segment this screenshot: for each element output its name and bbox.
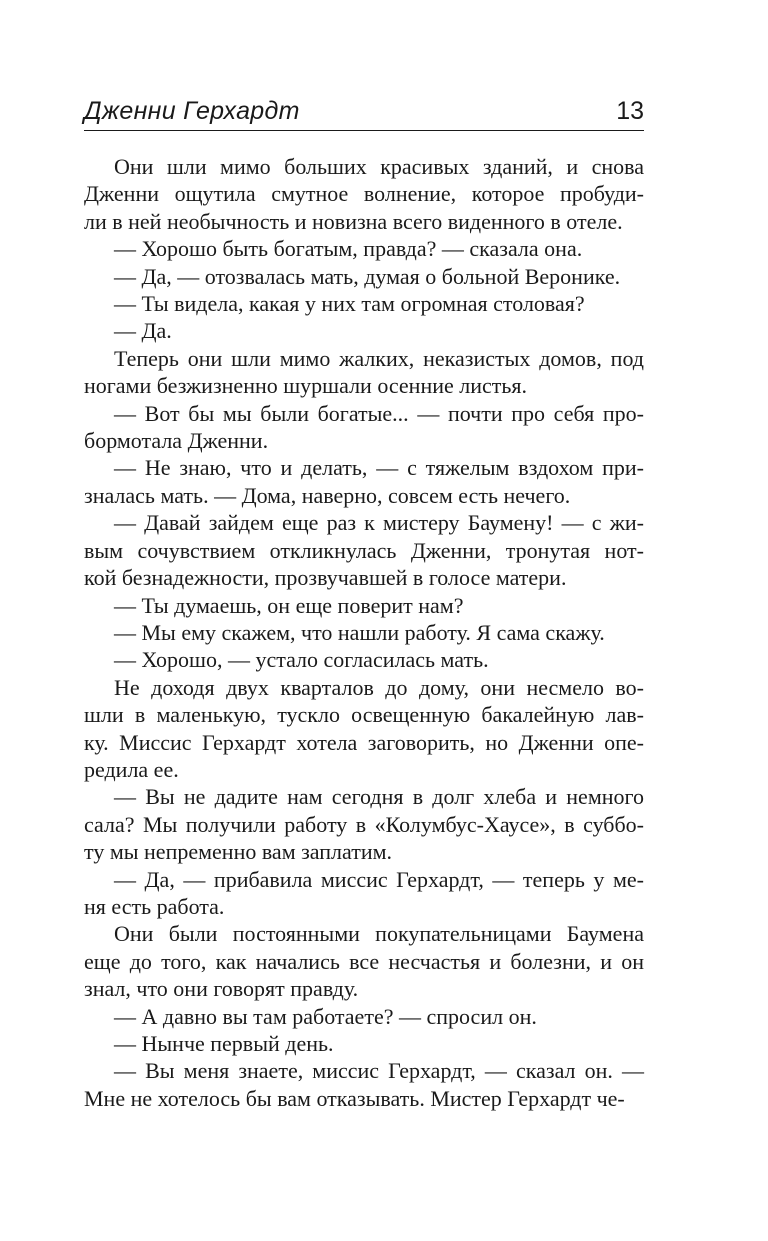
paragraph [84, 345, 644, 400]
paragraph [84, 1030, 644, 1057]
text-line: — Не знаю, что и делать, — с тяжелым вздохом при- [114, 455, 644, 481]
paragraph [84, 674, 644, 784]
text-line: — Хорошо быть богатым, правда? — сказала она. [114, 236, 583, 262]
text-line: Мне не хотелось бы вам отказывать. Мистер Герхардт че- [84, 1085, 625, 1111]
paragraph [84, 400, 644, 455]
paragraph [84, 1003, 644, 1030]
text-line: Они были постоянными покупательницами Баумена [114, 921, 644, 947]
text-line: — Вы не дадите нам сегодня в долг хлеба и немного [114, 784, 644, 810]
paragraph [84, 235, 644, 262]
paragraph [84, 454, 644, 509]
paragraph [84, 920, 644, 1002]
text-line: знал, что они говорят правду. [84, 976, 359, 1002]
text-line: редила ее. [84, 756, 179, 782]
text-line: — Да, — отозвалась мать, думая о больной Веронике. [114, 263, 621, 289]
paragraph [84, 783, 644, 865]
text-line: сала? Мы получили работу в «Колумбус-Хаусе», в суббо- [84, 811, 644, 837]
page-number: 13 [616, 97, 644, 125]
text-line: — Да. [114, 318, 172, 344]
text-line: Не доходя двух кварталов до дому, они несмело во- [114, 674, 644, 700]
text-line: — Ты видела, какая у них там огромная столовая? [114, 291, 585, 317]
text-line: Дженни ощутила смутное волнение, которое пробуди- [84, 181, 644, 207]
paragraph [84, 290, 644, 317]
text-line: бормотала Дженни. [84, 428, 269, 454]
paragraph [84, 592, 644, 619]
text-line: — Хорошо, — устало согласилась мать. [114, 647, 489, 673]
paragraph [84, 509, 644, 591]
text-line: — Давай зайдем еще раз к мистеру Баумену! — с жи- [114, 510, 644, 536]
text-line: — Вот бы мы были богатые... — почти про себя про- [114, 400, 644, 426]
text-line: — Да, — прибавила миссис Герхардт, — теперь у ме- [114, 866, 644, 892]
paragraph [84, 263, 644, 290]
text-line: ня есть работа. [84, 893, 225, 919]
text-line: шли в маленькую, тускло освещенную бакалейную лав- [84, 702, 644, 728]
text-line: кой безнадежности, прозвучавшей в голосе матери. [84, 565, 567, 591]
paragraph [84, 153, 644, 235]
running-header [84, 96, 644, 131]
paragraph [84, 317, 644, 344]
running-title: Дженни Герхардт [84, 97, 300, 125]
text-line: ли в ней необычность и новизна всего виденного в отеле. [84, 208, 623, 234]
text-line: вым сочувствием откликнулась Дженни, тронутая нот- [84, 537, 644, 563]
text-line: зналась мать. — Дома, наверно, совсем есть нечего. [84, 482, 571, 508]
paragraph [84, 1057, 644, 1112]
text-line: еще до того, как начались все несчастья и болезни, и он [84, 948, 644, 974]
body-text [84, 153, 644, 1112]
paragraph [84, 619, 644, 646]
paragraph [84, 646, 644, 673]
text-line: — Ты думаешь, он еще поверит нам? [114, 592, 464, 618]
text-line: ногами безжизненно шуршали осенние листья. [84, 373, 528, 399]
text-line: Они шли мимо больших красивых зданий, и снова [114, 154, 644, 179]
text-line: ту мы непременно вам заплатим. [84, 839, 393, 865]
text-line: — Мы ему скажем, что нашли работу. Я сама скажу. [114, 619, 605, 645]
text-line: — Вы меня знаете, миссис Герхардт, — сказал он. — [114, 1058, 644, 1084]
text-line: ку. Миссис Герхардт хотела заговорить, но Дженни опе- [84, 729, 644, 755]
text-line: — А давно вы там работаете? — спросил он. [114, 1003, 537, 1029]
text-line: — Нынче первый день. [114, 1031, 334, 1056]
paragraph [84, 866, 644, 921]
text-line: Теперь они шли мимо жалких, неказистых домов, под [114, 345, 644, 371]
